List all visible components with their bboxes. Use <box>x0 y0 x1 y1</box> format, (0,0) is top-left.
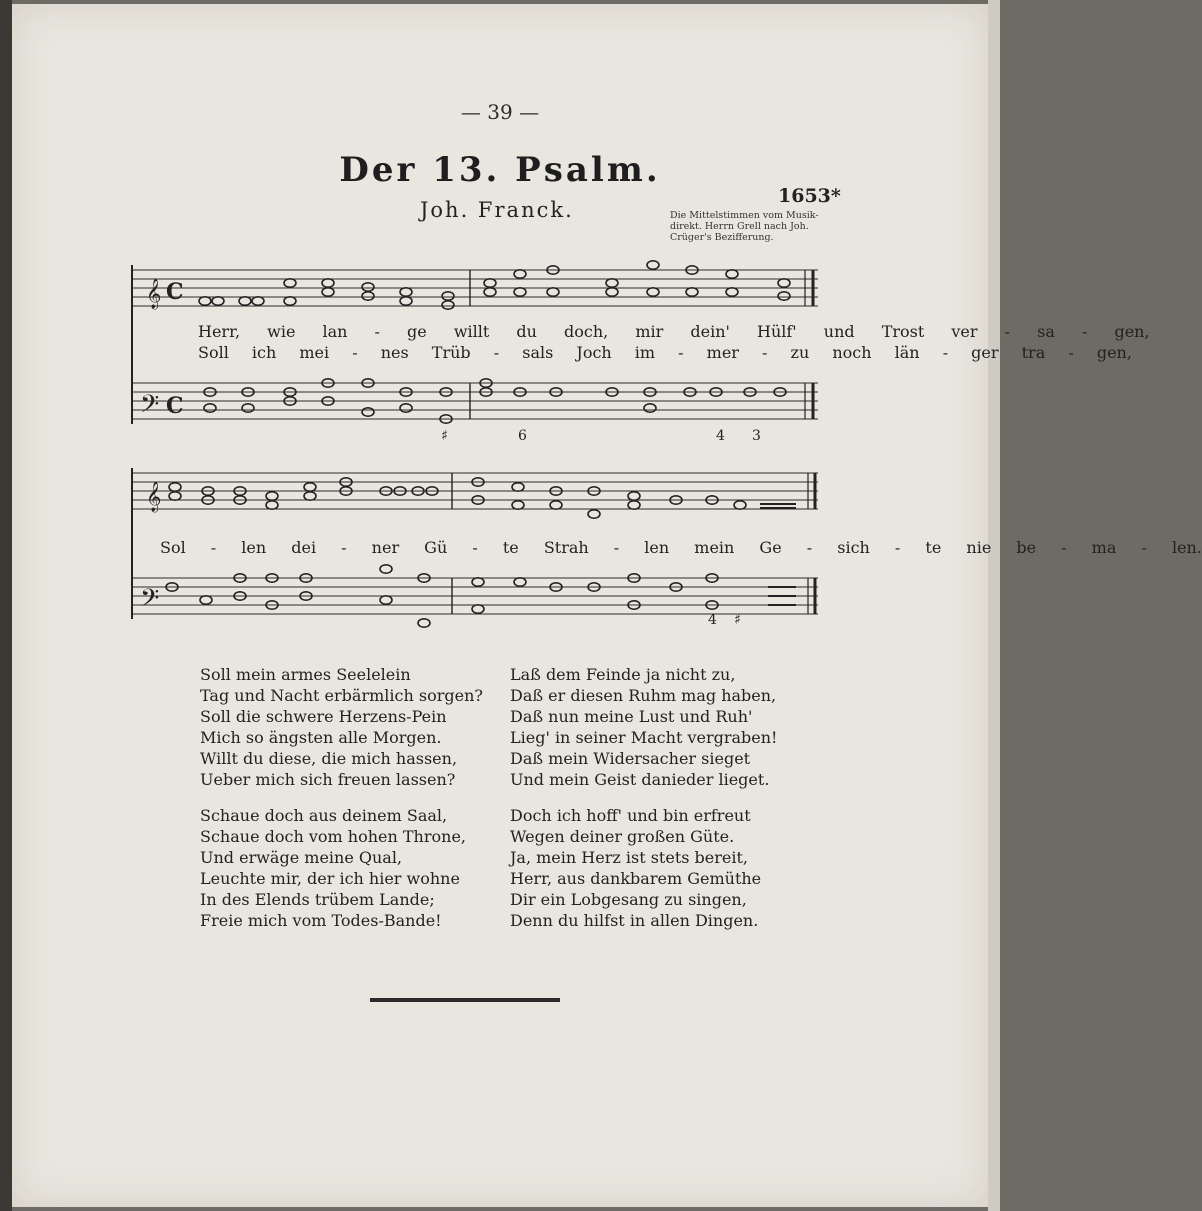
figure-4b: 4 <box>708 612 717 628</box>
figure-sharp: ♯ <box>441 428 448 444</box>
figure-6: 6 <box>518 428 527 444</box>
lyrics-line-2: Soll ich mei - nes Trüb - sals Joch im - mer - zu noch län - ger tra - gen, <box>198 343 1132 362</box>
time-signature: C <box>166 279 184 305</box>
verse-2: Soll mein armes Seelelein Tag und Nacht erbärmlich sorgen? Soll die schwere Herzens-Pein Mich so ängsten alle Morgen. Willt du diese, die mich hassen, Ueber mich sich freuen lassen? <box>200 665 483 789</box>
bass-clef-sign-2: 𝄢 <box>140 584 160 619</box>
bass-clef-sign: 𝄢 <box>140 390 160 425</box>
verse-5: Doch ich hoff' und bin erfreut Wegen deiner großen Güte. Ja, mein Herz ist stets bereit, Herr, aus dankbarem Gemüthe Dir ein Lobgesang zu singen, Denn du hilfst in allen Dingen. <box>510 806 762 930</box>
end-rule <box>370 998 560 1002</box>
year: 1653* <box>778 185 841 207</box>
clefs <box>140 278 184 619</box>
figure-4: 4 <box>716 428 725 444</box>
arranger-note: Die Mittelstimmen vom Musik-direkt. Herrn Grell nach Joh. Crüger's Bezifferung. <box>670 210 819 243</box>
treble-clef-sign: 𝄞 <box>146 279 162 309</box>
notes-treble-1 <box>199 261 790 309</box>
page-number: — 39 — <box>460 100 540 124</box>
verse-3: Laß dem Feinde ja nicht zu, Daß er diesen Ruhm mag haben, Daß nun meine Lust und Ruh' Lieg' in seiner Macht vergraben! Daß mein Widersacher sieget Und mein Geist danieder lieget. <box>510 665 778 789</box>
barlines <box>132 265 815 619</box>
treble-clef-sign-2: 𝄞 <box>146 482 162 512</box>
composer: Joh. Franck. <box>420 198 574 222</box>
lyrics-line-3: Sol - len dei - ner Gü - te Strah - len mein Ge - sich - te nie be - ma - len. <box>160 538 1202 557</box>
page-title: Der 13. Psalm. <box>339 150 661 190</box>
notes-treble-2 <box>169 478 746 518</box>
figure-3: 3 <box>752 428 761 444</box>
time-signature-bass: C <box>166 393 184 419</box>
lyrics-line-1: Herr, wie lan - ge willt du doch, mir dein' Hülf' und Trost ver - sa - gen, <box>198 322 1150 341</box>
figure-sharp-b: ♯ <box>734 612 741 628</box>
verse-4: Schaue doch aus deinem Saal, Schaue doch vom hohen Throne, Und erwäge meine Qual, Leuchte mir, der ich hier wohne In des Elends trübem Lande; Freie mich vom Todes-Bande! <box>200 806 466 930</box>
